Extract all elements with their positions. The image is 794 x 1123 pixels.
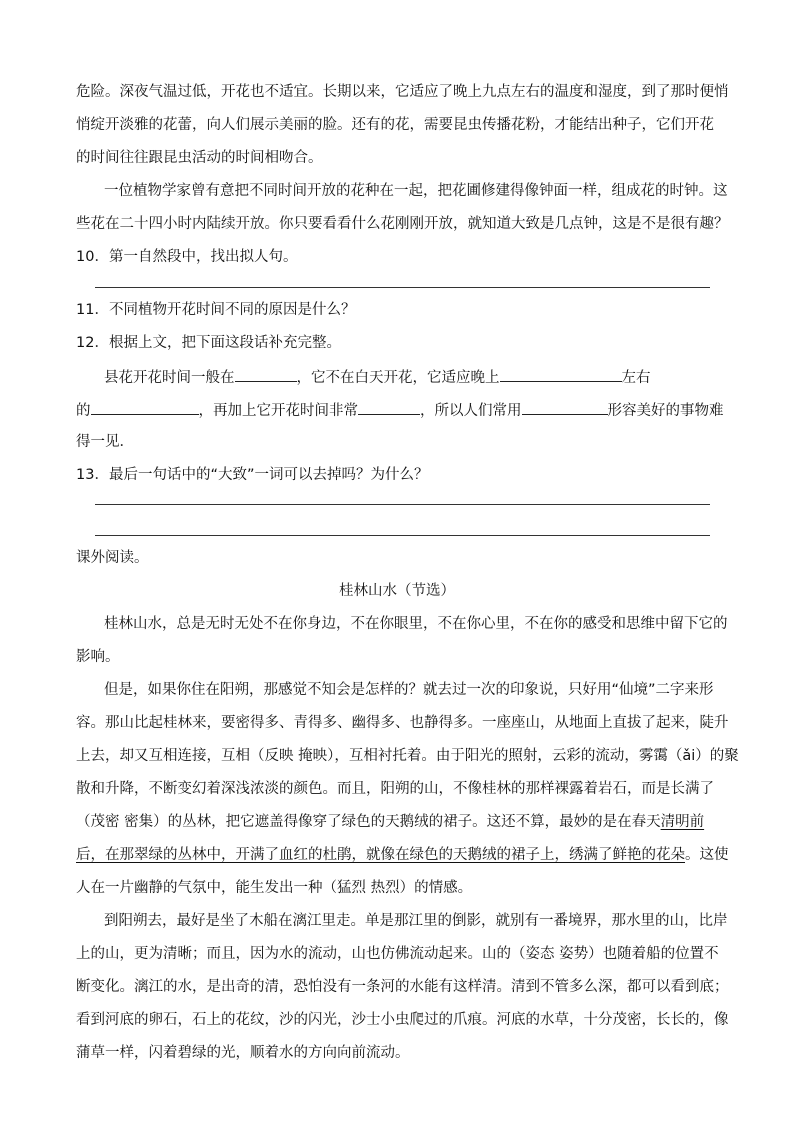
fill-line-1 [104, 366, 651, 388]
passage2-line [76, 812, 704, 832]
passage2-line: 蒲草一样，闪着碧绿的光，顺着水的方向向前流动。 [76, 1045, 410, 1061]
passage2-line: 桂林山水，总是无时无处不在你身边，不在你眼里，不在你心里，不在你的感受和思维中留下它的 [104, 616, 728, 632]
passage2-line: 断变化。漓江的水，是出奇的清，恐怕没有一条河的水能有这样清。清到不管多么深，都可以看到底； [76, 979, 729, 995]
passage2-line: 到阳朔去，最好是坐了木船在漓江里走。单是那江里的倒影，就别有一番境界，那水里的山，比岸 [104, 913, 728, 929]
fill-blank[interactable] [91, 399, 199, 415]
question-10: 10．第一自然段中，找出拟人句。 [76, 249, 298, 265]
fill-text: 左右 [621, 370, 651, 386]
passage2-line: 看到河底的卵石，石上的花纹，沙的闪光，沙士小虫爬过的爪痕。河底的水草，十分茂密，长长的，像 [76, 1012, 729, 1028]
question-11: 11．不同植物开花时间不同的原因是什么？ [76, 302, 356, 318]
underlined-sentence: 后，在那翠绿的丛林中，开满了血红的杜鹃，就像在绿色的天鹅绒的裙子上，绣满了鲜艳的花朵 [76, 847, 685, 863]
passage1-line: 一位植物学家曾有意把不同时间开放的花种在一起，把花圃修建得像钟面一样，组成花的时钟。这 [104, 183, 728, 199]
passage1-line: 些花在二十四小时内陆续开放。你只要看看什么花刚刚开放，就知道大致是几点钟，这是不是很有趣？ [76, 216, 729, 232]
passage2-line: 但是，如果你住在阳朔，那感觉不知会是怎样的？就去过一次的印象说，只好用“仙境”二字来形 [104, 682, 714, 698]
fill-line-3: 得一见． [76, 434, 134, 450]
fill-blank[interactable] [522, 399, 608, 415]
fill-line-2 [76, 399, 724, 421]
passage1-line: 的时间往往跟昆虫活动的时间相吻合。 [76, 150, 323, 166]
fill-text: 形容美好的事物难 [607, 403, 724, 419]
fill-text: ，它不在白天开花，它适应晚上 [296, 370, 500, 386]
passage2-line: 容。那山比起桂林来，要密得多、青得多、幽得多、也静得多。一座座山，从地面上直拔了起来，陡升 [76, 715, 729, 731]
passage2-line: 影响。 [76, 649, 120, 665]
fill-text: ，所以人们常用 [420, 403, 522, 419]
passage2-line: 人在一片幽静的气氛中，能生发出一种（猛烈 热烈）的情感。 [76, 880, 473, 896]
answer-line[interactable] [95, 287, 710, 288]
fill-text: ，再加上它开花时间非常 [198, 403, 358, 419]
underlined-sentence: 清明前 [660, 814, 705, 830]
fill-text: 县花开花时间一般在 [104, 370, 235, 386]
question-13: 13．最后一句话中的“大致”一词可以去掉吗？为什么？ [76, 467, 429, 483]
fill-blank[interactable] [358, 399, 420, 415]
fill-blank[interactable] [500, 366, 622, 382]
passage1-line: 悄绽开淡雅的花蕾，向人们展示美丽的脸。还有的花，需要昆虫传播花粉，才能结出种子，它们开花 [76, 117, 714, 133]
fill-blank[interactable] [235, 366, 297, 382]
passage2-title: 桂林山水（节选） [339, 583, 455, 599]
passage2-line: 上的山，更为清晰；而且，因为水的流动，山也仿佛流动起来。山的（姿态 姿势）也随着船的位置不 [76, 946, 719, 962]
passage2-line [76, 845, 729, 865]
answer-line[interactable] [95, 535, 710, 536]
passage2-text: 。这使 [685, 847, 729, 863]
passage2-line: 散和升降，不断变幻着深浅浓淡的颜色。而且，阳朔的山，不像桂林的那样裸露着岩石，而是长满了 [76, 781, 714, 797]
fill-text: 的 [76, 403, 91, 419]
passage1-line: 危险。深夜气温过低，开花也不适宜。长期以来，它适应了晚上九点左右的温度和湿度，到了那时便悄 [76, 84, 729, 100]
section-label: 课外阅读。 [76, 550, 149, 566]
answer-line[interactable] [95, 504, 710, 505]
passage2-line: 上去，却又互相连接，互相（反映 掩映），互相衬托着。由于阳光的照射，云彩的流动，雾霭（ǎi）的聚 [76, 748, 739, 764]
question-12: 12．根据上文，把下面这段话补充完整。 [76, 335, 341, 351]
passage2-text: （茂密 密集）的丛林，把它遮盖得像穿了绿色的天鹅绒的裙子。这还不算，最妙的是在春天 [76, 814, 661, 830]
